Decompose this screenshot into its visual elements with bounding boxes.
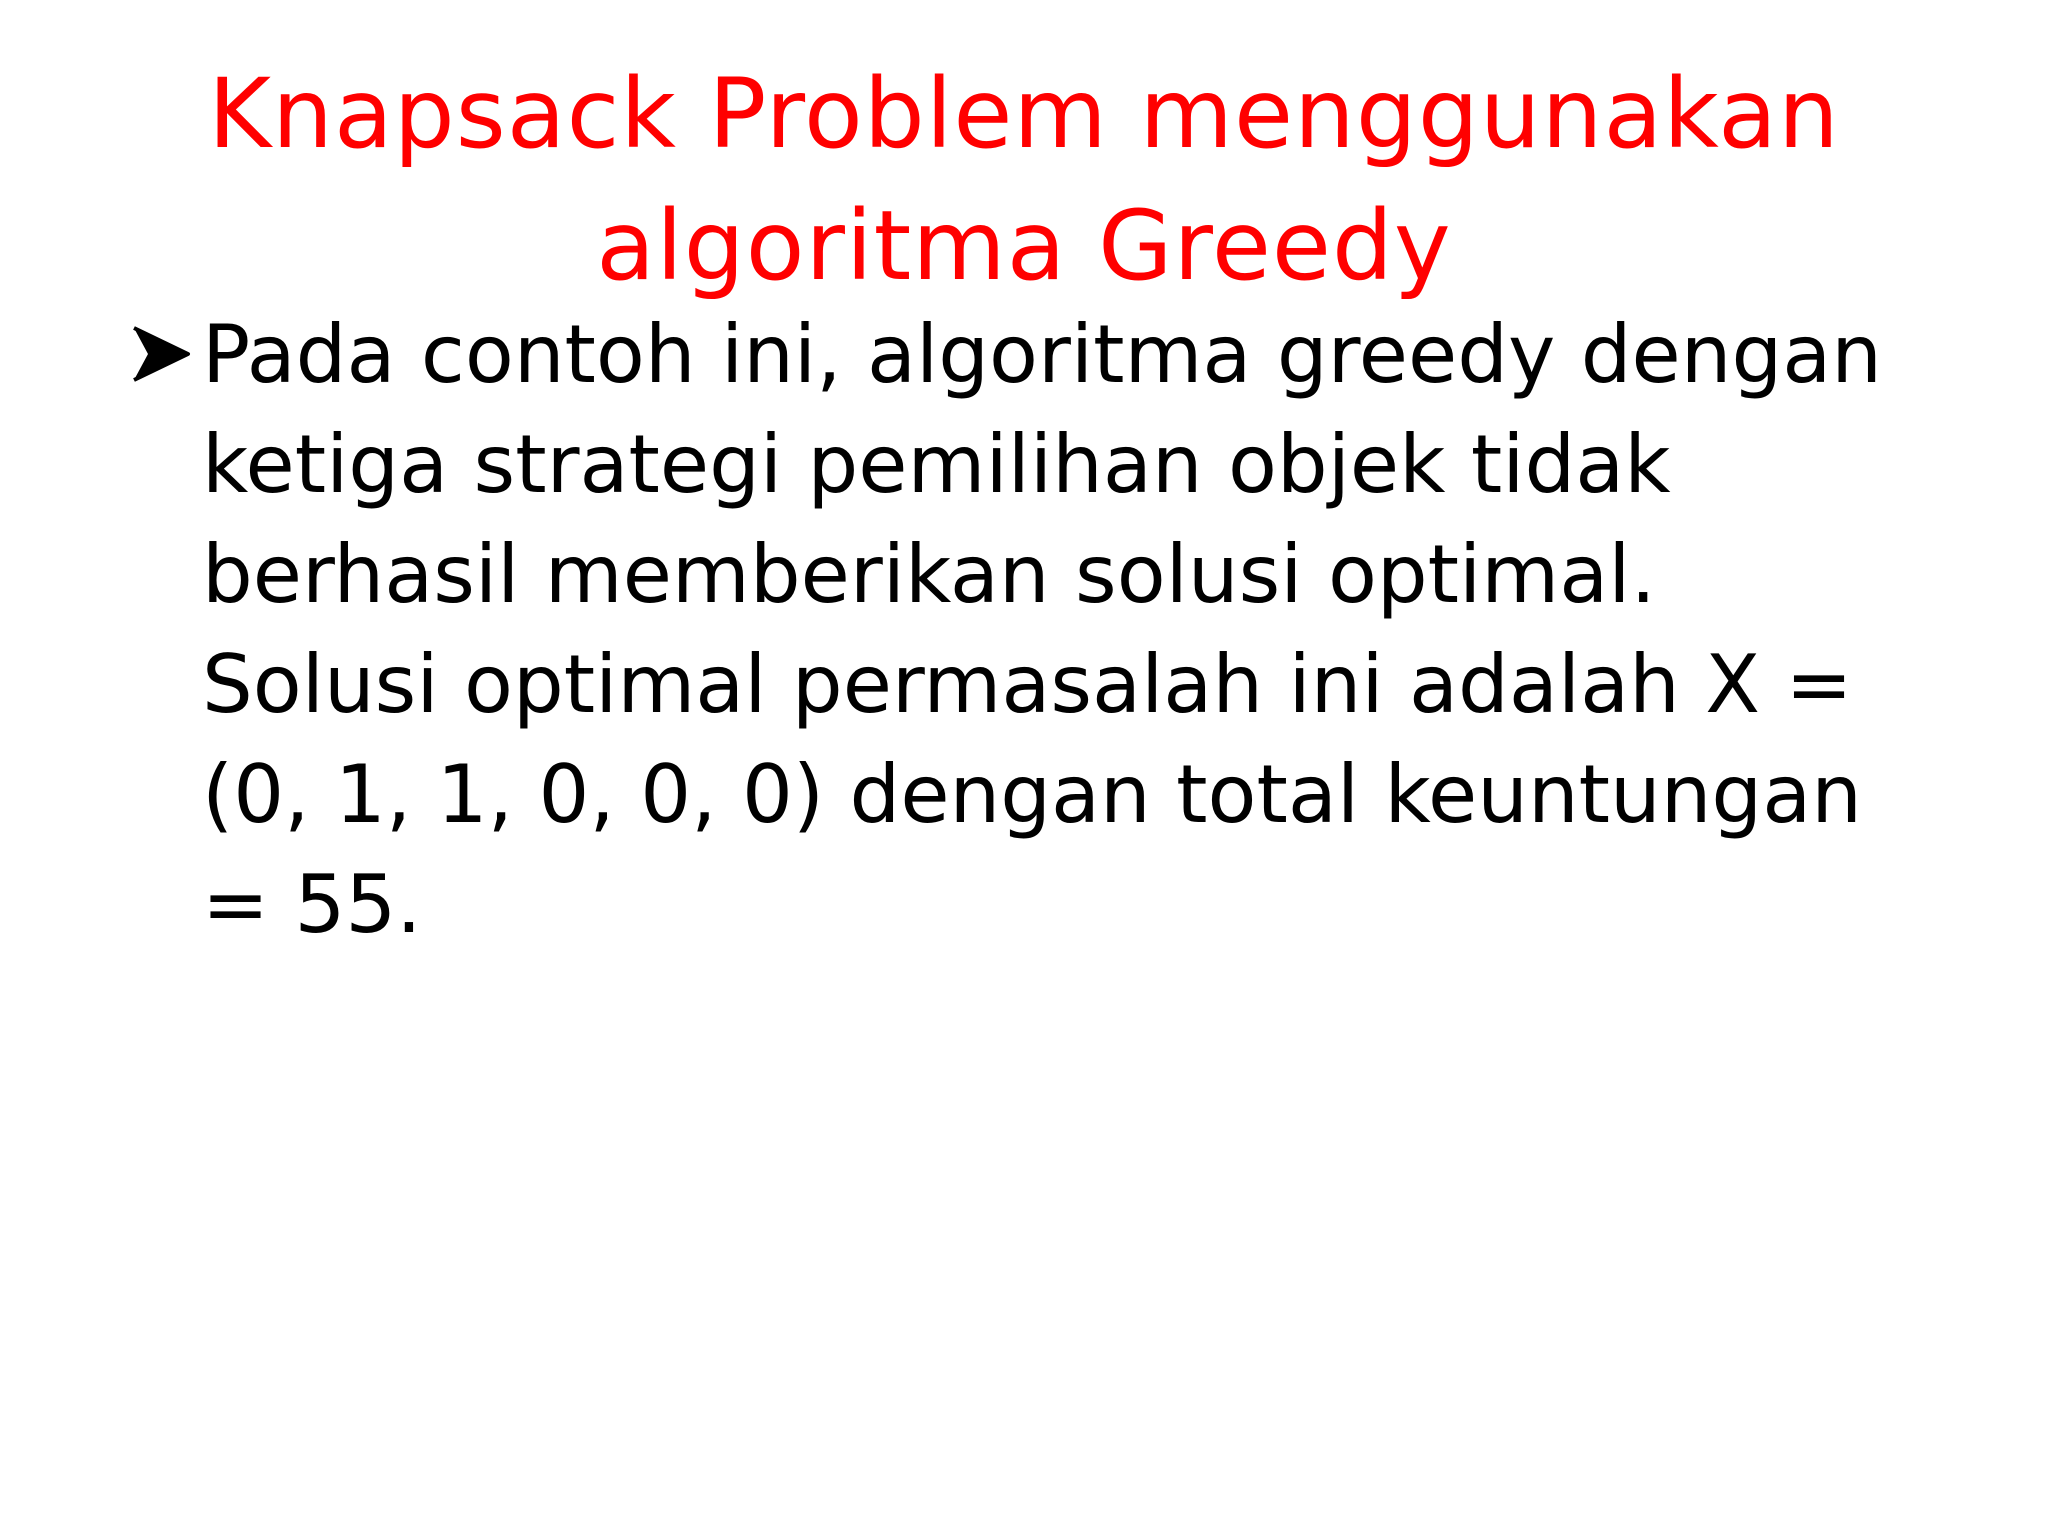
slide-title <box>0 48 2048 312</box>
arrow-bullet-icon <box>128 322 196 386</box>
bullet-line-1: Pada contoh ini, algoritma greedy dengan <box>202 308 1882 401</box>
slide-title-line-1: Knapsack Problem menggunakan <box>208 58 1840 170</box>
bullet-line-6: = 55. <box>202 858 422 951</box>
bullet-line-5: (0, 1, 1, 0, 0, 0) dengan total keuntungan <box>202 748 1862 841</box>
bullet-line-3: berhasil memberikan solusi optimal. <box>202 528 1656 621</box>
bullet-line-4: Solusi optimal permasalah ini adalah X = <box>202 638 1853 731</box>
bullet-text <box>202 300 1992 960</box>
bullet-line-2: ketiga strategi pemilihan objek tidak <box>202 418 1671 511</box>
slide-title-line-2: algoritma Greedy <box>596 190 1452 302</box>
